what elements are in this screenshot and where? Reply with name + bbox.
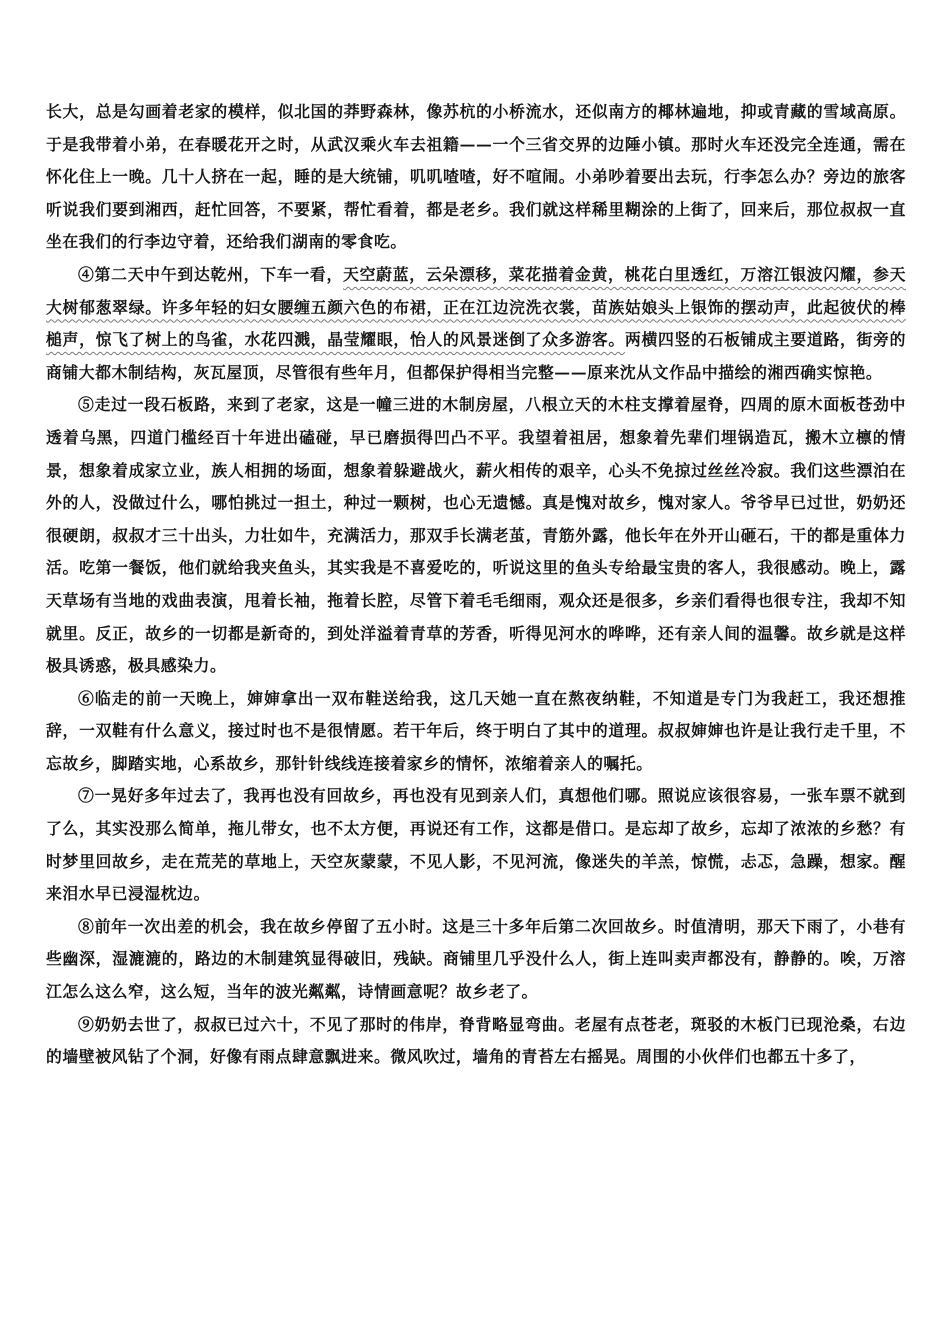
paragraph-4 [46,259,906,389]
paragraph-6: ⑥临走的前一天晚上，婶婶拿出一双布鞋送给我，这几天她一直在熬夜纳鞋，不知道是专门为我赶工，我还想推辞，一双鞋有什么意义，接过时也不是很情愿。若干年后，终于明白了其中的道理。叔叔婶婶也许是让我行走千里，不忘故乡，脚踏实地，心系故乡，那针针线线连接着家乡的情怀，浓缩着亲人的嘱托。 [46,688,906,773]
paragraph-4-wavy-underlined-text: 天空蔚蓝，云朵漂移，菜花描着金黄，桃花白里透红，万溶江银波闪耀，参天大树郁葱翠绿。许多年轻的妇女腰缠五颜六色的布裙，正在江边浣洗衣裳，苗族姑娘头上银饰的摆动声，此起彼伏的棒槌声，惊飞了树上的鸟雀，水花四溅，晶莹耀眼，怡人的风景迷倒了众多游客。 [46,264,906,350]
paragraph-3-continued: 长大，总是勾画着老家的模样，似北国的莽野森林，像苏杭的小桥流水，还似南方的椰林遍地，抑或青藏的雪域高原。于是我带着小弟，在春暖花开之时，从武汉乘火车去祖籍——一个三省交界的边陲小镇。那时火车还没完全连通，需在怀化住上一晚。几十人挤在一起，睡的是大统铺，叽叽喳喳，好不喧闹。小弟吵着要出去玩，行李怎么办？旁边的旅客听说我们要到湘西，赶忙回答，不要紧，帮忙看着，都是老乡。我们就这样稀里糊涂的上街了，回来后，那位叔叔一直坐在我们的行李边守着，还给我们湖南的零食吃。 [46,102,906,252]
paragraph-9: ⑨奶奶去世了，叔叔已过六十，不见了那时的伟岸，脊背略显弯曲。老屋有点苍老，斑驳的木板门已现沧桑，右边的墙壁被风钻了个洞，好像有雨点肆意飘进来。微风吹过，墙角的青苔左右摇晃。周围的小伙伴们也都五十多了， [46,1014,906,1067]
paragraph-4-lead: ④第二天中午到达乾州，下车一看， [78,264,344,284]
paragraph-7: ⑦一晃好多年过去了，我再也没有回故乡，再也没有见到亲人们，真想他们哪。照说应该很容易，一张车票不就到了么，其实没那么简单，拖儿带女，也不太方便，再说还有工作，这都是借口。是忘却了故乡，忘却了浓浓的乡愁？有时梦里回故乡，走在荒芜的草地上，天空灰蒙蒙，不见人影，不见河流，像迷失的羊羔，惊慌，忐忑，急躁，想家。醒来泪水早已浸湿枕边。 [46,786,906,904]
paragraph-8: ⑧前年一次出差的机会，我在故乡停留了五小时。这是三十多年后第二次回故乡。时值清明，那天下雨了，小巷有些幽深，湿漉漉的，路边的木制建筑显得破旧，残缺。商铺里几乎没什么人，街上连叫卖声都没有，静静的。唉，万溶江怎么这么窄，这么短，当年的波光粼粼，诗情画意呢？故乡老了。 [46,916,906,1002]
paragraph-4-tail: 两横四竖的石板铺成主要道路，街旁的商铺大都木制结构，灰瓦屋顶，尽管很有些年月，但都保护得相当完整——原来沈从文作品中描绘的湘西确实惊艳。 [46,330,906,382]
article-body [46,96,906,1074]
paragraph-5: ⑤走过一段石板路，来到了老家，这是一幢三进的木制房屋，八根立天的木柱支撑着屋脊，四周的原木面板苍劲中透着乌黑，四道门槛经百十年进出磕碰，早已磨损得凹凸不平。我望着祖居，想象着先辈们埋锅造瓦，搬木立檩的情景，想象着成家立业，族人相拥的场面，想象着躲避战火，薪火相传的艰辛，心头不免掠过丝丝冷寂。我们这些漂泊在外的人，没做过什么，哪怕挑过一担土，种过一颗树，也心无遗憾。真是愧对故乡，愧对家人。爷爷早已过世，奶奶还很硬朗，叔叔才三十出头，力壮如牛，充满活力，那双手长满老茧，青筋外露，他长年在外开山砸石，干的都是重体力活。吃第一餐饭，他们就给我夹鱼头，其实我是不喜爱吃的，听说这里的鱼头专给最宝贵的客人，我很感动。晚上，露天草场有当地的戏曲表演，甩着长袖，拖着长腔，尽管下着毛毛细雨，观众还是很多，乡亲们看得也很专注，我却不知就里。反正，故乡的一切都是新奇的，到处洋溢着青草的芳香，听得见河水的哗哗，还有亲人间的温馨。故乡就是这样极具诱惑，极具感染力。 [46,395,906,676]
